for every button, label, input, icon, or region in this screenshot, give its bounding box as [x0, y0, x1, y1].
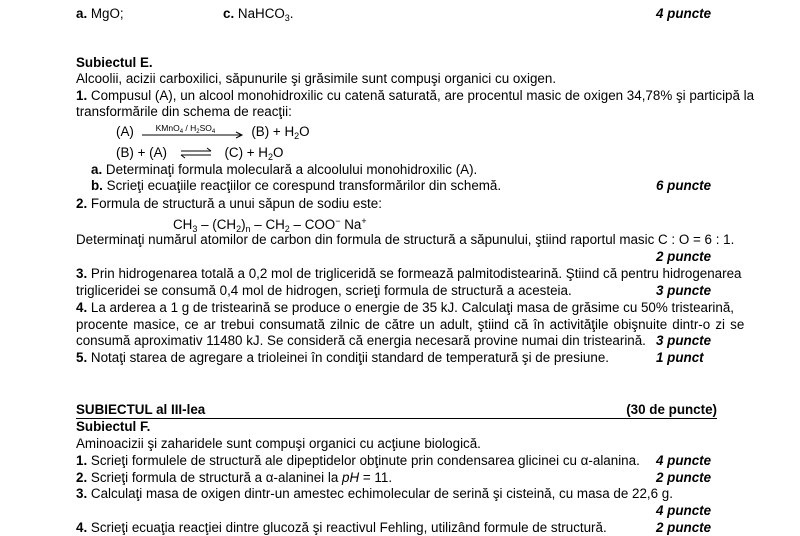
question-e3-line1: 3. Prin hidrogenarea totală a 0,2 mol de trigliceridă se formează palmitodistearină. Ştiind că pentru hidrogenarea — [76, 266, 742, 281]
reaction-2: (B) + (A) $(C) + H_2O$ — [116, 145, 284, 162]
question-e1-line1: 1. Compusul (A), un alcool monohidroxilic cu catenă saturată, are procentul masic de oxigen 34,78% şi participă la — [76, 88, 755, 103]
option-c-text: NaHCO — [237, 6, 285, 21]
subiectul-f-intro: Aminoacizii şi zaharidele sunt compuşi organici cu acţiune biologică. — [76, 436, 481, 451]
question-e1-line2: transformările din schema de reacţii: — [76, 104, 292, 119]
reaction-reagent: KMnO$_4$ / $H_2SO_4$ — [155, 123, 216, 136]
question-f3-points: 4 puncte — [656, 503, 712, 518]
question-f2-points: 2 puncte — [656, 470, 712, 485]
reaction-1: (A) KMnO$_4$ / $H_2SO_4$ $(B) + H_2O$ — [116, 124, 310, 144]
option-a-text: MgO; — [90, 6, 124, 21]
question-e3-line2: trigliceridei se consumă 0,4 mol de hidrogen, scrieţi formula de structură a acesteia. — [76, 283, 572, 298]
soap-formula: $CH_3 - (CH_2)_n - CH_2 - COO^-$ Na+ — [173, 216, 367, 234]
reaction-arrow-icon — [138, 125, 248, 139]
equilibrium-arrows-icon — [179, 147, 213, 159]
question-e4-line3: consumă aproximativ 11480 kJ. Se consideră că energia necesară provine numai din tristearină. — [76, 333, 646, 348]
question-e2-task: Determinaţi numărul atomilor de carbon din formula de structură a săpunului, ştiind raportul masic C : O = 6 : 1. — [76, 232, 735, 247]
subiectul-f-title: Subiectul F. — [76, 419, 151, 434]
subiectul-e-intro: Alcoolii, acizii carboxilici, săpunurile şi grăsimile sunt compuşi organici cu oxigen. — [76, 71, 557, 86]
subiectul-e-title: Subiectul E. — [76, 55, 153, 70]
section-3-points: (30 de puncte) — [626, 402, 717, 417]
question-e1a: a. Determinaţi formula moleculară a alcoolului monohidroxilic (A). — [91, 162, 478, 177]
question-f1-points: 4 puncte — [656, 453, 712, 468]
question-e5: 5. Notaţi starea de agregare a trioleinei în condiţii standard de temperatură şi de presiune. — [76, 350, 609, 365]
option-c-label: c. — [223, 6, 235, 21]
question-f4-points: 2 puncte — [656, 520, 712, 535]
question-e3-points: 3 puncte — [656, 283, 712, 298]
question-f2: 2. Scrieţi formula de structură a α-alaninei la pH = 11. — [76, 470, 393, 485]
question-e2-points: 2 puncte — [656, 249, 712, 264]
question-f3: 3. Calculaţi masa de oxigen dintr-un amestec echimolecular de serină şi cisteină, cu masa de 22,6 g. — [76, 486, 673, 501]
question-e2: 2. Formula de structură a unui săpun de sodiu este: — [76, 196, 382, 211]
question-f4: 4. Scrieţi ecuaţia reacţiei dintre glucoză şi reactivul Fehling, utilizând formule de structură. — [76, 520, 607, 535]
question-e1b: b. Scrieţi ecuaţiile reacţiilor ce corespund transformărilor din schemă. — [91, 178, 502, 193]
option-a-label: a. — [76, 6, 88, 21]
section-3-header — [76, 402, 717, 419]
section-3-title: SUBIECTUL al III-lea — [76, 402, 206, 417]
question-e5-points: 1 punct — [656, 350, 704, 365]
question-e4-line1: 4. La arderea a 1 g de tristearină se produce o energie de 35 kJ. Calculaţi masa de grăsime cu 50% tristearină, — [76, 300, 735, 315]
option-row-top — [76, 6, 124, 22]
option-c: c. NaHCO$_3$. — [223, 6, 294, 23]
top-points: 4 puncte — [656, 6, 712, 21]
question-f1: 1. Scrieţi formulele de structură ale dipeptidelor obţinute prin condensarea glicinei cu α-alanina. — [76, 453, 640, 468]
question-e4-line2: procente masice, ce ar trebui consumată zilnic de către un adult, ştiind că în activităţile obişnuite dintr-o zi se — [76, 317, 745, 332]
question-e4-points: 3 puncte — [656, 333, 712, 348]
question-e1-points: 6 puncte — [656, 178, 712, 193]
